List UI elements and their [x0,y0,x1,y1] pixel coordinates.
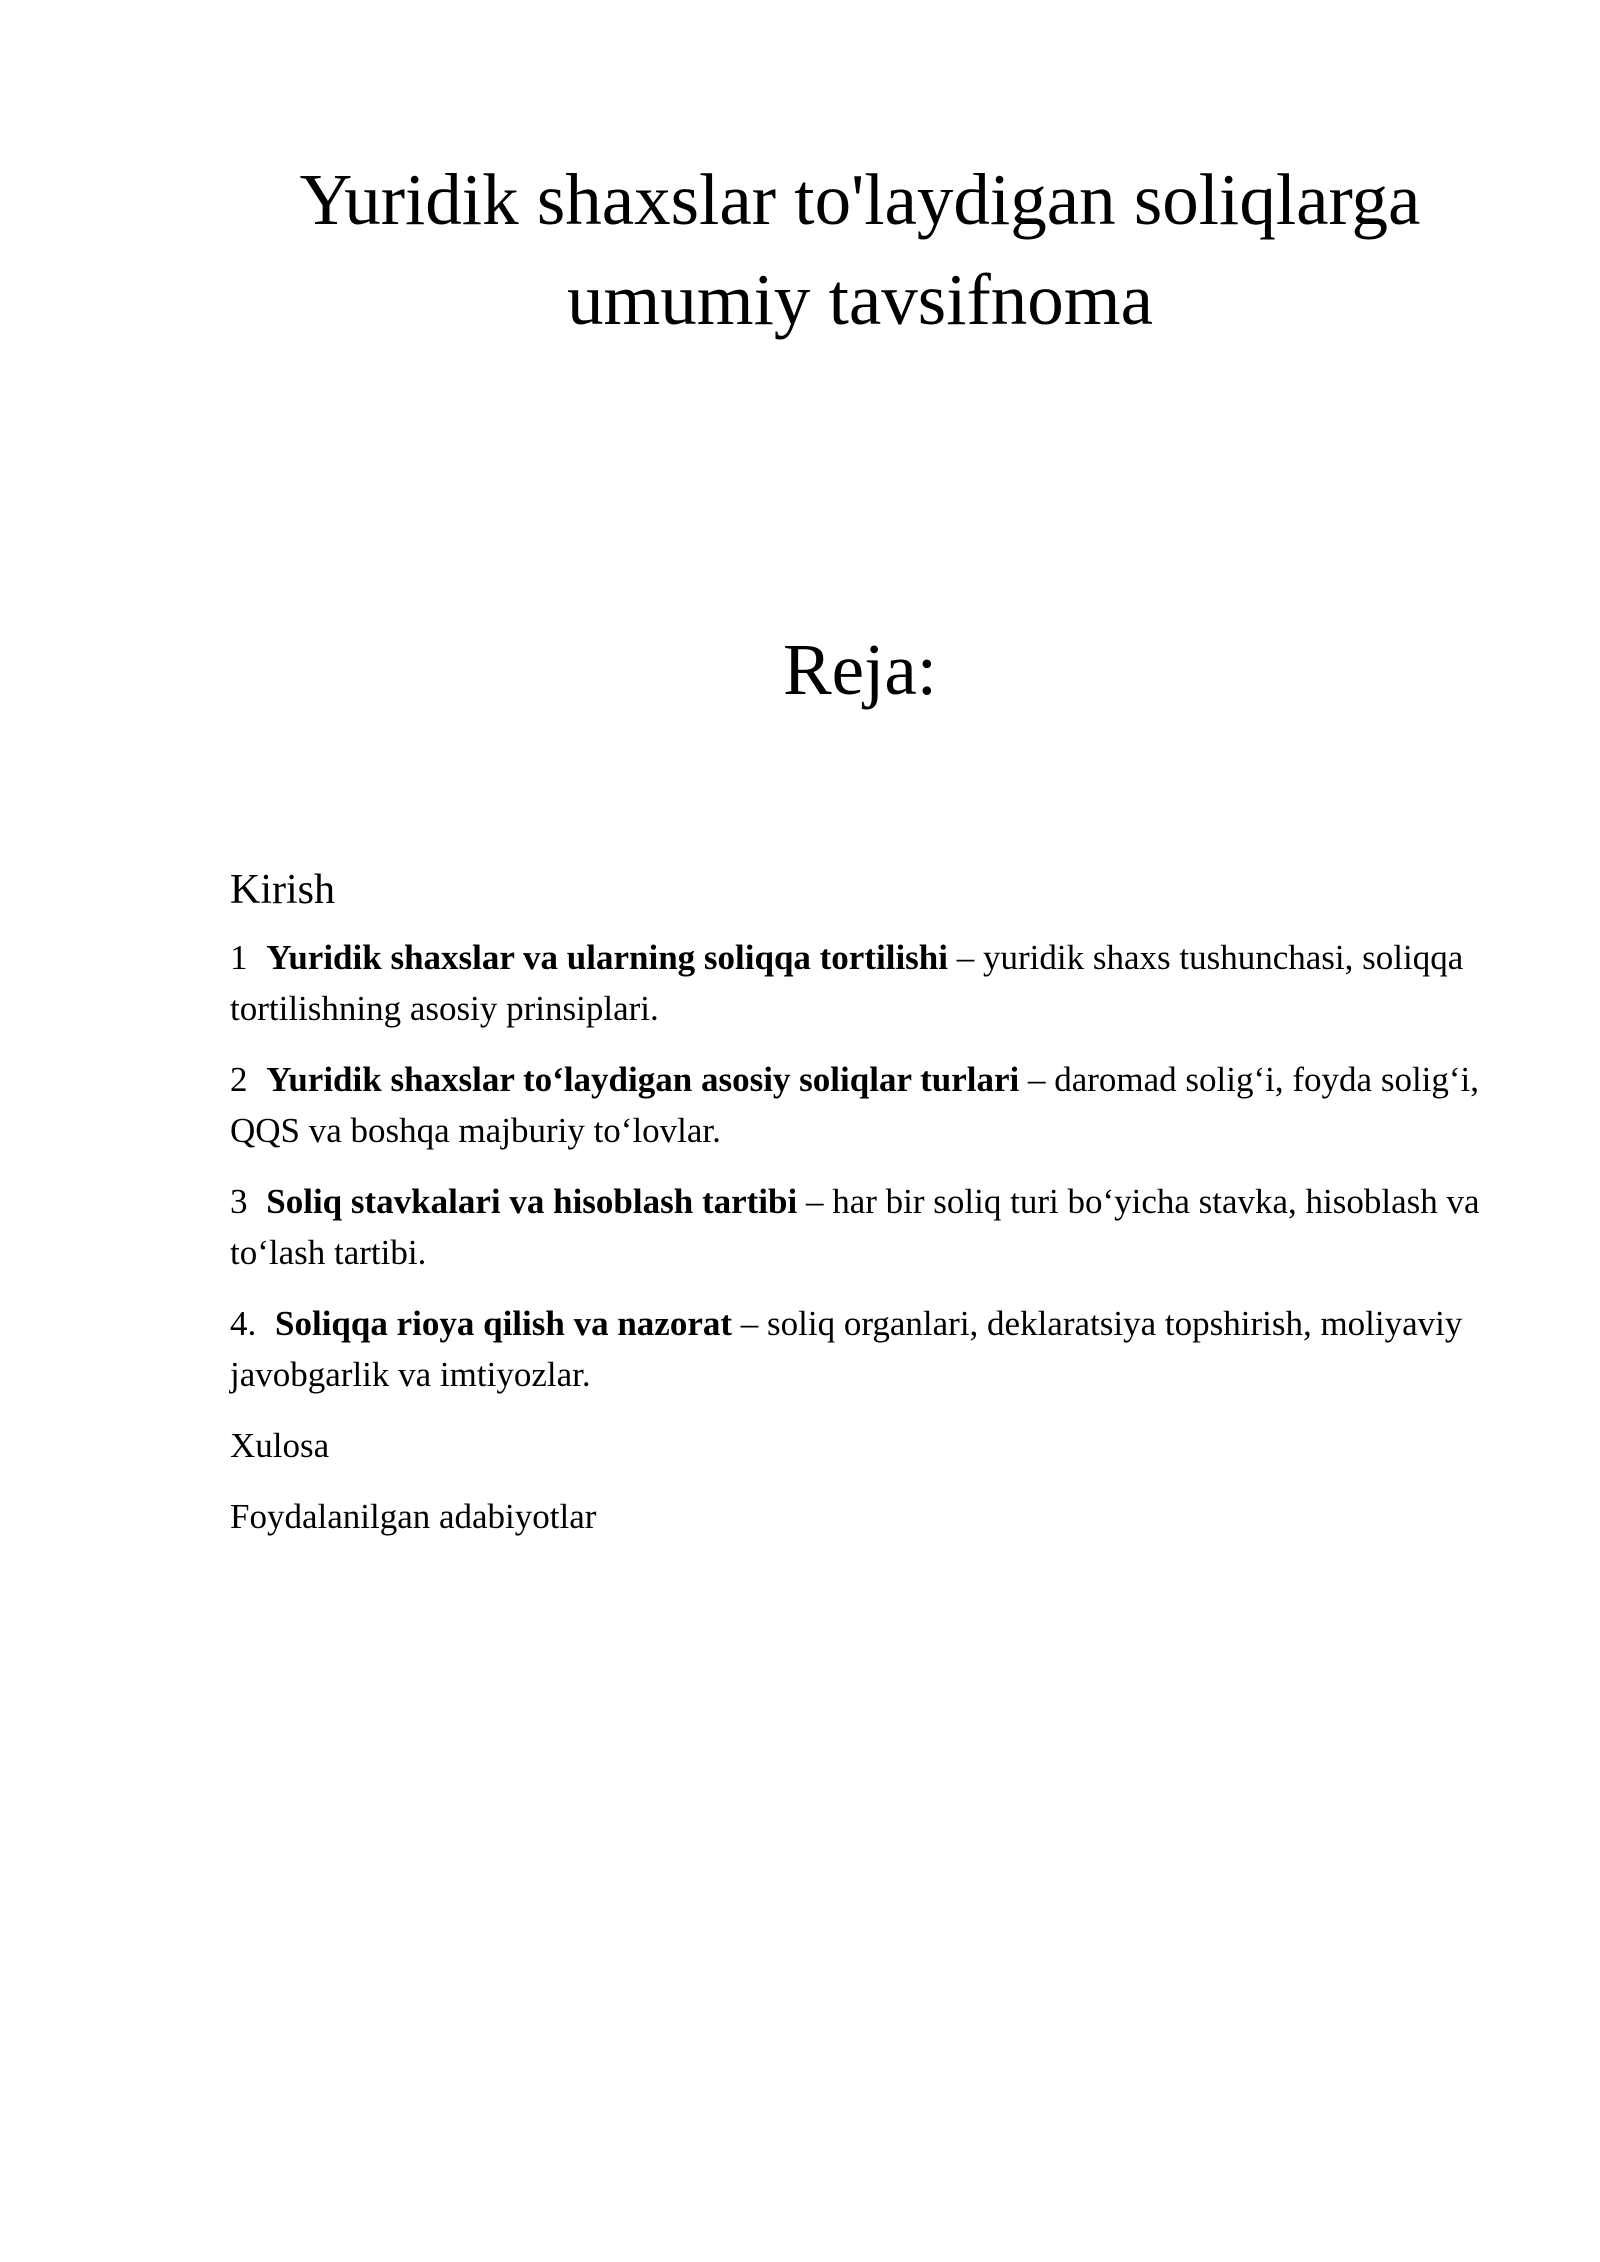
plan-item-number: 2 [230,1060,248,1099]
plan-item-separator: – [732,1304,768,1343]
plan-heading: Reja: [782,629,938,710]
plan-item-2 [230,1054,1490,1156]
plan-references: Foydalanilgan adabiyotlar [230,1497,597,1536]
document-title: Yuridik shaxslar to'laydigan soliqlarga umumiy tavsifnoma [299,159,1421,340]
plan-item-description: soliq organlari, deklaratsiya topshirish, moliyaviy javobgarlik va imtiyozlar. [230,1304,1463,1394]
plan-item-number: 4. [230,1304,257,1343]
plan-item-number: 1 [230,938,248,977]
plan-item-separator: – [797,1182,833,1221]
plan-item-separator: – [947,938,983,977]
plan-list [230,862,1490,1562]
plan-intro: Kirish [230,867,335,913]
plan-item-heading: Yuridik shaxslar va ularning soliqqa tortilishi [266,938,948,977]
plan-item-number: 3 [230,1182,248,1221]
plan-item-heading: Yuridik shaxslar to‘laydigan asosiy soliqlar turlari [266,1060,1020,1099]
plan-item-description: daromad solig‘i, foyda solig‘i, QQS va boshqa majburiy to‘lovlar. [230,1060,1480,1150]
plan-item-heading: Soliq stavkalari va hisoblash tartibi [266,1182,798,1221]
plan-conclusion: Xulosa [230,1426,330,1465]
plan-item-1 [230,932,1490,1034]
plan-item-heading: Soliqqa rioya qilish va nazorat [275,1304,733,1343]
plan-item-description: har bir soliq turi bo‘yicha stavka, hisoblash va to‘lash tartibi. [230,1182,1480,1272]
plan-item-separator: – [1019,1060,1055,1099]
plan-item-4 [230,1298,1490,1400]
plan-item-3 [230,1176,1490,1278]
plan-item-description: yuridik shaxs tushunchasi, soliqqa tortilishning asosiy prinsiplari. [230,938,1464,1028]
